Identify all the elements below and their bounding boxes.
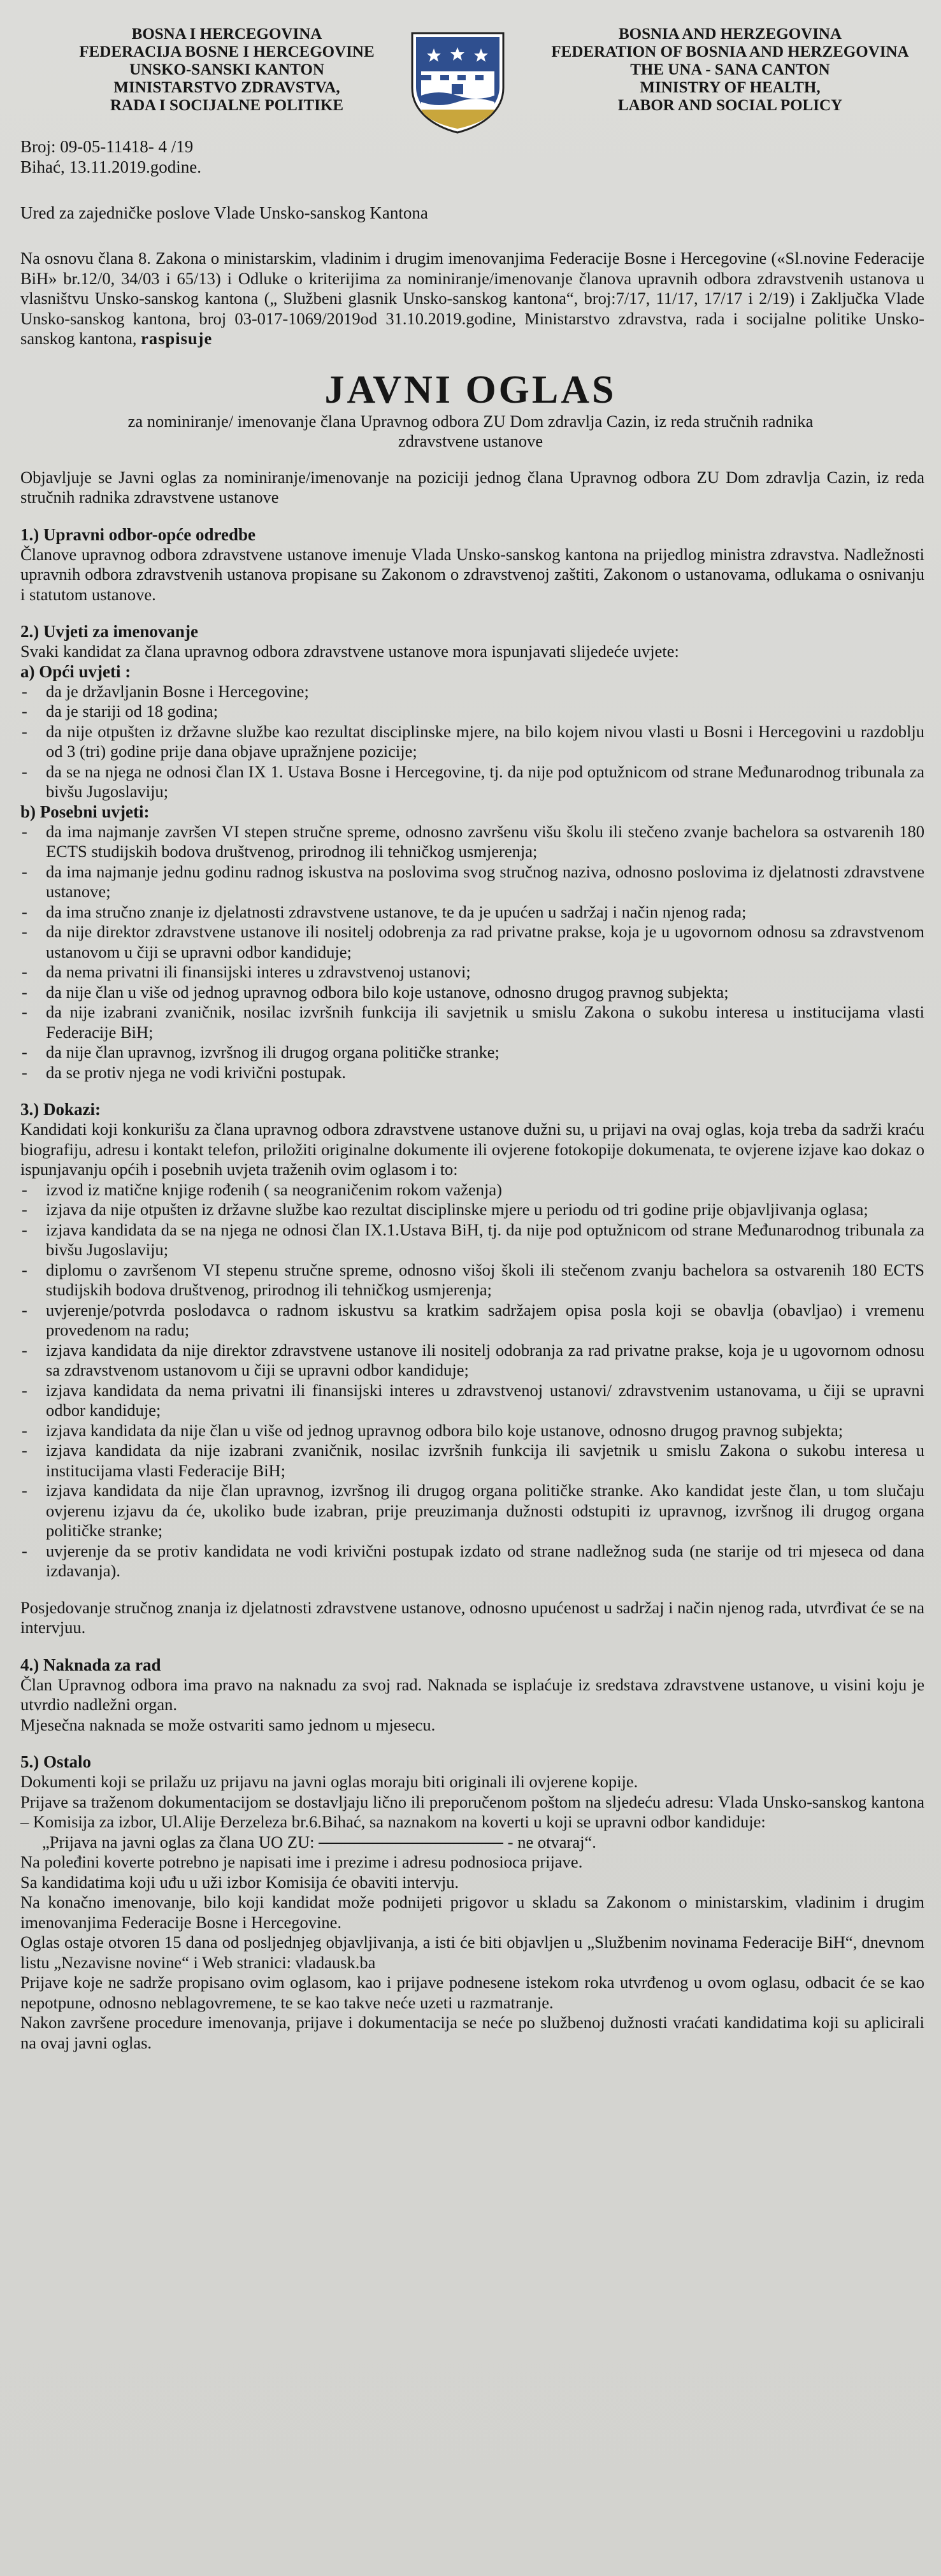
evidence-list — [17, 1180, 924, 1581]
list-item: - da nije izabrani zvaničnik, nosilac izvršnih funkcija ili savjetnik u smislu Zakona o sukobu interesa u institucijama vlasti Federacije BiH; — [20, 1002, 924, 1042]
section-heading-4: 4.) Naknada za rad — [20, 1655, 161, 1674]
letterhead — [17, 25, 924, 153]
document-subtitle: za nominiranje/ imenovanje člana Upravnog odbora ZU Dom zdravlja Cazin, iz reda stručnih radnika zdravstvene ustanove — [127, 411, 814, 450]
other-line: Na poleđini koverte potrebno je napisati ime i prezime i adresu podnosioca prijave. — [20, 1852, 583, 1871]
section-2-lead: Svaki kandidat za člana upravnog odbora zdravstvene ustanove mora ispunjavati slijedeće uvjete: — [20, 642, 679, 661]
spacer — [17, 1581, 924, 1598]
list-item: - da ima stručno znanje iz djelatnosti zdravstvene ustanove, te da je upućen u sadržaj i način njenog rada; — [20, 902, 924, 923]
list-item: - izjava kandidata da nije član upravnog, izvršnog ili drugog organa političke stranke. Ako kandidat jeste član, u tom slučaju ovjerenu izjavu da će, ukoliko bude izabran, prije preuzimanja dužnosti odstupiti iz upravnog, izvršnog ili drugog organa političke stranke; — [20, 1481, 924, 1541]
list-item: - da nije član u više od jednog upravnog odbora bilo koje ustanove, odnosno drugog pravnog subjekta; — [20, 982, 924, 1003]
letterhead-line: FEDERATION OF BOSNIA AND HERZEGOVINA — [551, 43, 909, 61]
letterhead-line: MINISTRY OF HEALTH, — [640, 79, 821, 96]
document-title: JAVNI OGLAS — [324, 368, 617, 412]
letterhead-line: UNSKO-SANSKI KANTON — [129, 61, 324, 78]
letterhead-line: THE UNA - SANA CANTON — [630, 61, 830, 78]
list-item: - da ima najmanje jednu godinu radnog iskustva na poslovima svog stručnog naziva, odnosno poslovima iz djelatnosti zdravstvene ustanove; — [20, 862, 924, 902]
legal-basis-paragraph — [17, 248, 924, 349]
section-heading-2: 2.) Uvjeti za imenovanje — [20, 622, 198, 641]
general-conditions-list — [17, 682, 924, 802]
list-item: - izjava da nije otpušten iz državne službe kao rezultat disciplinske mjere u periodu od tri godine prije objavljivanja oglasa; — [20, 1200, 924, 1220]
legal-basis-text: Na osnovu člana 8. Zakona o ministarskim, vladinim i drugim imenovanjima Federacije Bosne i Hercegovine («Sl.novine Federacije BiH» br.12/0, 34/03 i 65/13) i Odluke o kriterijima za nominiranje/imenovanje članova upravnih odbora zdravstvenih ustanova u vlasništvu Unsko-sanskog kantona („ Službeni glasnik Unsko-sanskog kantona“, broj:7/17, 11/17, 17/17 i 2/19) i Zaključka Vlade Unsko-sanskog kantona, broj 03-017-1069/2019od 31.10.2019.godine, Ministarstvo zdravstva, rada i socijalne politike Unsko-sanskog kantona, — [20, 248, 924, 348]
other-line: Prijave sa traženom dokumentacijom se dostavljaju lično ili preporučenom poštom na sljedeću adresu: Vlada Unsko-sanskog kantona – Komisija za izbor, Ul.Alije Đerzeleza br.6.Bihać, sa naznakom na koverti u koji se upravni odbor kandiduje: — [20, 1792, 924, 1831]
list-item: - da je stariji od 18 godina; — [20, 702, 924, 722]
other-line: Nakon završene procedure imenovanja, prijave i dokumentacija se neće po službenoj dužnosti vraćati kandidatima koji su aplicirali na ovaj javni oglas. — [20, 2013, 924, 2052]
section-heading-1: 1.) Upravni odbor-opće odredbe — [20, 524, 256, 544]
list-item: - da nije direktor zdravstvene ustanove ili nositelj odobrenja za rad privatne prakse, koja je u ugovornom odnosu sa zdravstvenom ustanovom u čiji se upravni odbor kandiduje; — [20, 922, 924, 962]
other-line: Sa kandidatima koji uđu u uži izbor Komisija će obaviti intervju. — [20, 1872, 459, 1892]
list-item: - izjava kandidata da nije član u više od jednog upravnog odbora bilo koje ustanove, odnosno drugog pravnog subjekta; — [20, 1421, 924, 1441]
other-line: Dokumenti koji se prilažu uz prijavu na javni oglas moraju biti originali ili ovjerene kopije. — [20, 1772, 638, 1791]
letterhead-line: LABOR AND SOCIAL POLICY — [617, 97, 843, 114]
list-item: - uvjerenje/potvrda poslodavca o radnom iskustvu sa kratkim sadržajem opisa posla koji se obavlja (obavljao) i vremenu provedenom na radu; — [20, 1300, 924, 1341]
list-item: - da se protiv njega ne vodi krivični postupak. — [20, 1063, 924, 1083]
special-conditions-list — [17, 822, 924, 1083]
list-item: - da se na njega ne odnosi član IX 1. Ustava Bosne i Hercegovine, tj. da nije pod optužnicom od strane Međunarodnog tribunala za bivšu Jugoslaviju; — [20, 762, 924, 802]
general-conditions-heading: a) Opći uvjeti : — [20, 661, 131, 681]
section-1-text: Članove upravnog odbora zdravstvene ustanove imenuje Vlada Unsko-sanskog kantona na prijedlog ministra zdravstva. Nadležnosti upravnih odbora zdravstvenih ustanova propisane su Zakonom o zdravstvenoj zaštiti, Zakonom o ustanovama, odlukama o osnivanju i statutom ustanove. — [20, 544, 924, 604]
envelope-label-start: „Prijava na javni oglas za člana UO ZU: — [42, 1832, 315, 1852]
list-item: - izvod iz matične knjige rođenih ( sa neograničenim rokom važenja) — [20, 1180, 924, 1200]
list-item: - uvjerenje da se protiv kandidata ne vodi krivični postupak izdato od strane nadležnog suda (ne starije od tri mjeseca od dana izdavanja). — [20, 1541, 924, 1581]
reference-number: Broj: 09-05-11418- 4 /19 — [20, 137, 194, 156]
other-line: Na konačno imenovanje, bilo koji kandidat može podnijeti prigovor u skladu sa Zakonom o ministarskim, vladinim i drugim imenovanjima Federacije Bosne i Hercegovine. — [20, 1892, 924, 1932]
place-date: Bihać, 13.11.2019.godine. — [20, 157, 201, 176]
list-item: - da nije otpušten iz državne službe kao rezultat disciplinske mjere, na bilo kojem nivou vlasti u Bosni i Hercegovini u razdoblju od 3 (tri) godine prije dana objave upražnjene pozicije; — [20, 722, 924, 762]
blank-line — [319, 1843, 503, 1844]
list-item: - izjava kandidata da se na njega ne odnosi član IX.1.Ustava BiH, tj. da nije pod optužnicom od strane Međunarodnog tribunala za bivšu Jugoslaviju; — [20, 1220, 924, 1260]
list-item: - izjava kandidata da nije direktor zdravstvene ustanove ili nositelj odobranja za rad privatne prakse, koja je u ugovornom odnosu sa zdravstvenom ustanovom u čiji se upravni odbor kandiduje; — [20, 1341, 924, 1381]
coat-of-arms-icon — [408, 29, 507, 134]
letterhead-line: BOSNA I HERCEGOVINA — [131, 25, 322, 43]
other-line: Prijave koje ne sadrže propisano ovim oglasom, kao i prijave podnesene istekom roka utvrđenog u ovom oglasu, odbacit će se kao nepotpune, odnosno neblagovremene, te se kao takve neće uzeti u razmatranje. — [20, 1973, 924, 2012]
list-item: - da nema privatni ili finansijski interes u zdravstvenoj ustanovi; — [20, 962, 924, 982]
list-item: - diplomu o završenom VI stepenu stručne spreme, odnosno višoj školi ili stečenom zvanju bachelora sa ostvarenih 180 ECTS studijskih bodova društvenog, prirodnog ili tehničkog usmjerenja; — [20, 1260, 924, 1300]
list-item: - izjava kandidata da nema privatni ili finansijski interes u zdravstvenoj ustanovi/ zdravstvenim ustanovama, u čiji se upravni odbor kandiduje; — [20, 1381, 924, 1421]
list-item: - da ima najmanje završen VI stepen stručne spreme, odnosno završenu višu školu ili stečeno zvanje bachelora sa ostvarenih 180 ECTS studijskih bodova društvenog, prirodnog ili tehničkog usmjerenja; — [20, 822, 924, 862]
announcement-paragraph: Objavljuje se Javni oglas za nominiranje/imenovanje na poziciji jednog člana Upravnog odbora ZU Dom zdravlja Cazin, iz reda stručnih radnika zdravstvene ustanove — [20, 467, 924, 507]
letterhead-line: MINISTARSTVO ZDRAVSTVA, — [113, 79, 340, 96]
envelope-label-end: - ne otvaraj“. — [507, 1832, 596, 1852]
envelope-label-line — [17, 1832, 924, 1853]
letterhead-line: RADA I SOCIJALNE POLITIKE — [110, 97, 344, 114]
letterhead-line: FEDERACIJA BOSNE I HERCEGOVINE — [79, 43, 375, 61]
section-heading-3: 3.) Dokazi: — [20, 1100, 101, 1119]
section-4-text-2: Mjesečna naknada se može ostvariti samo jednom u mjesecu. — [20, 1715, 436, 1734]
list-item: - izjava kandidata da nije izabrani zvaničnik, nosilac izvršnih funkcija ili savjetnik u smislu Zakona o sukobu interesa u institucijama vlasti Federacije BiH; — [20, 1441, 924, 1481]
raspisuje-emphasis: raspisuje — [141, 329, 213, 348]
section-3-closing: Posjedovanje stručnog znanja iz djelatnosti zdravstvene ustanove, odnosno upućenost u sadržaj i način njenog rada, utvrđivat će se na intervjuu. — [20, 1597, 924, 1637]
section-3-lead: Kandidati koji konkurišu za člana upravnog odbora zdravstvene ustanove dužni su, u prijavi na ovaj oglas, koja treba da sadrži kraću biografiju, adresu i kontakt telefon, priložiti originalne dokumente ili ovjerene fotokopije dokumenata, te ovjerene izjave kao dokaz o ispunjavanju općih i posebnih uvjeta traženih ovim oglasom i to: — [20, 1119, 924, 1179]
special-conditions-heading: b) Posebni uvjeti: — [20, 802, 150, 821]
letterhead-right — [526, 25, 934, 115]
letterhead-left — [61, 25, 392, 115]
letterhead-line: BOSNIA AND HERZEGOVINA — [618, 25, 842, 43]
list-item: - da nije član upravnog, izvršnog ili drugog organa političke stranke; — [20, 1042, 924, 1063]
recipient: Ured za zajedničke poslove Vlade Unsko-sanskog Kantona — [20, 203, 428, 222]
other-line: Oglas ostaje otvoren 15 dana od posljednjeg objavljivanja, a isti će biti objavljen u „Službenim novinama Federacije BiH“, dnevnom listu „Nezavisne novine“ i Web stranici: vladausk.ba — [20, 1932, 924, 1972]
section-4-text: Član Upravnog odbora ima pravo na naknadu za svoj rad. Naknada se isplaćuje iz sredstava zdravstvene ustanove, u visini koju je utvrdio nadležni organ. — [20, 1674, 924, 1714]
list-item: - da je državljanin Bosne i Hercegovine; — [20, 682, 924, 702]
section-heading-5: 5.) Ostalo — [20, 1752, 91, 1771]
